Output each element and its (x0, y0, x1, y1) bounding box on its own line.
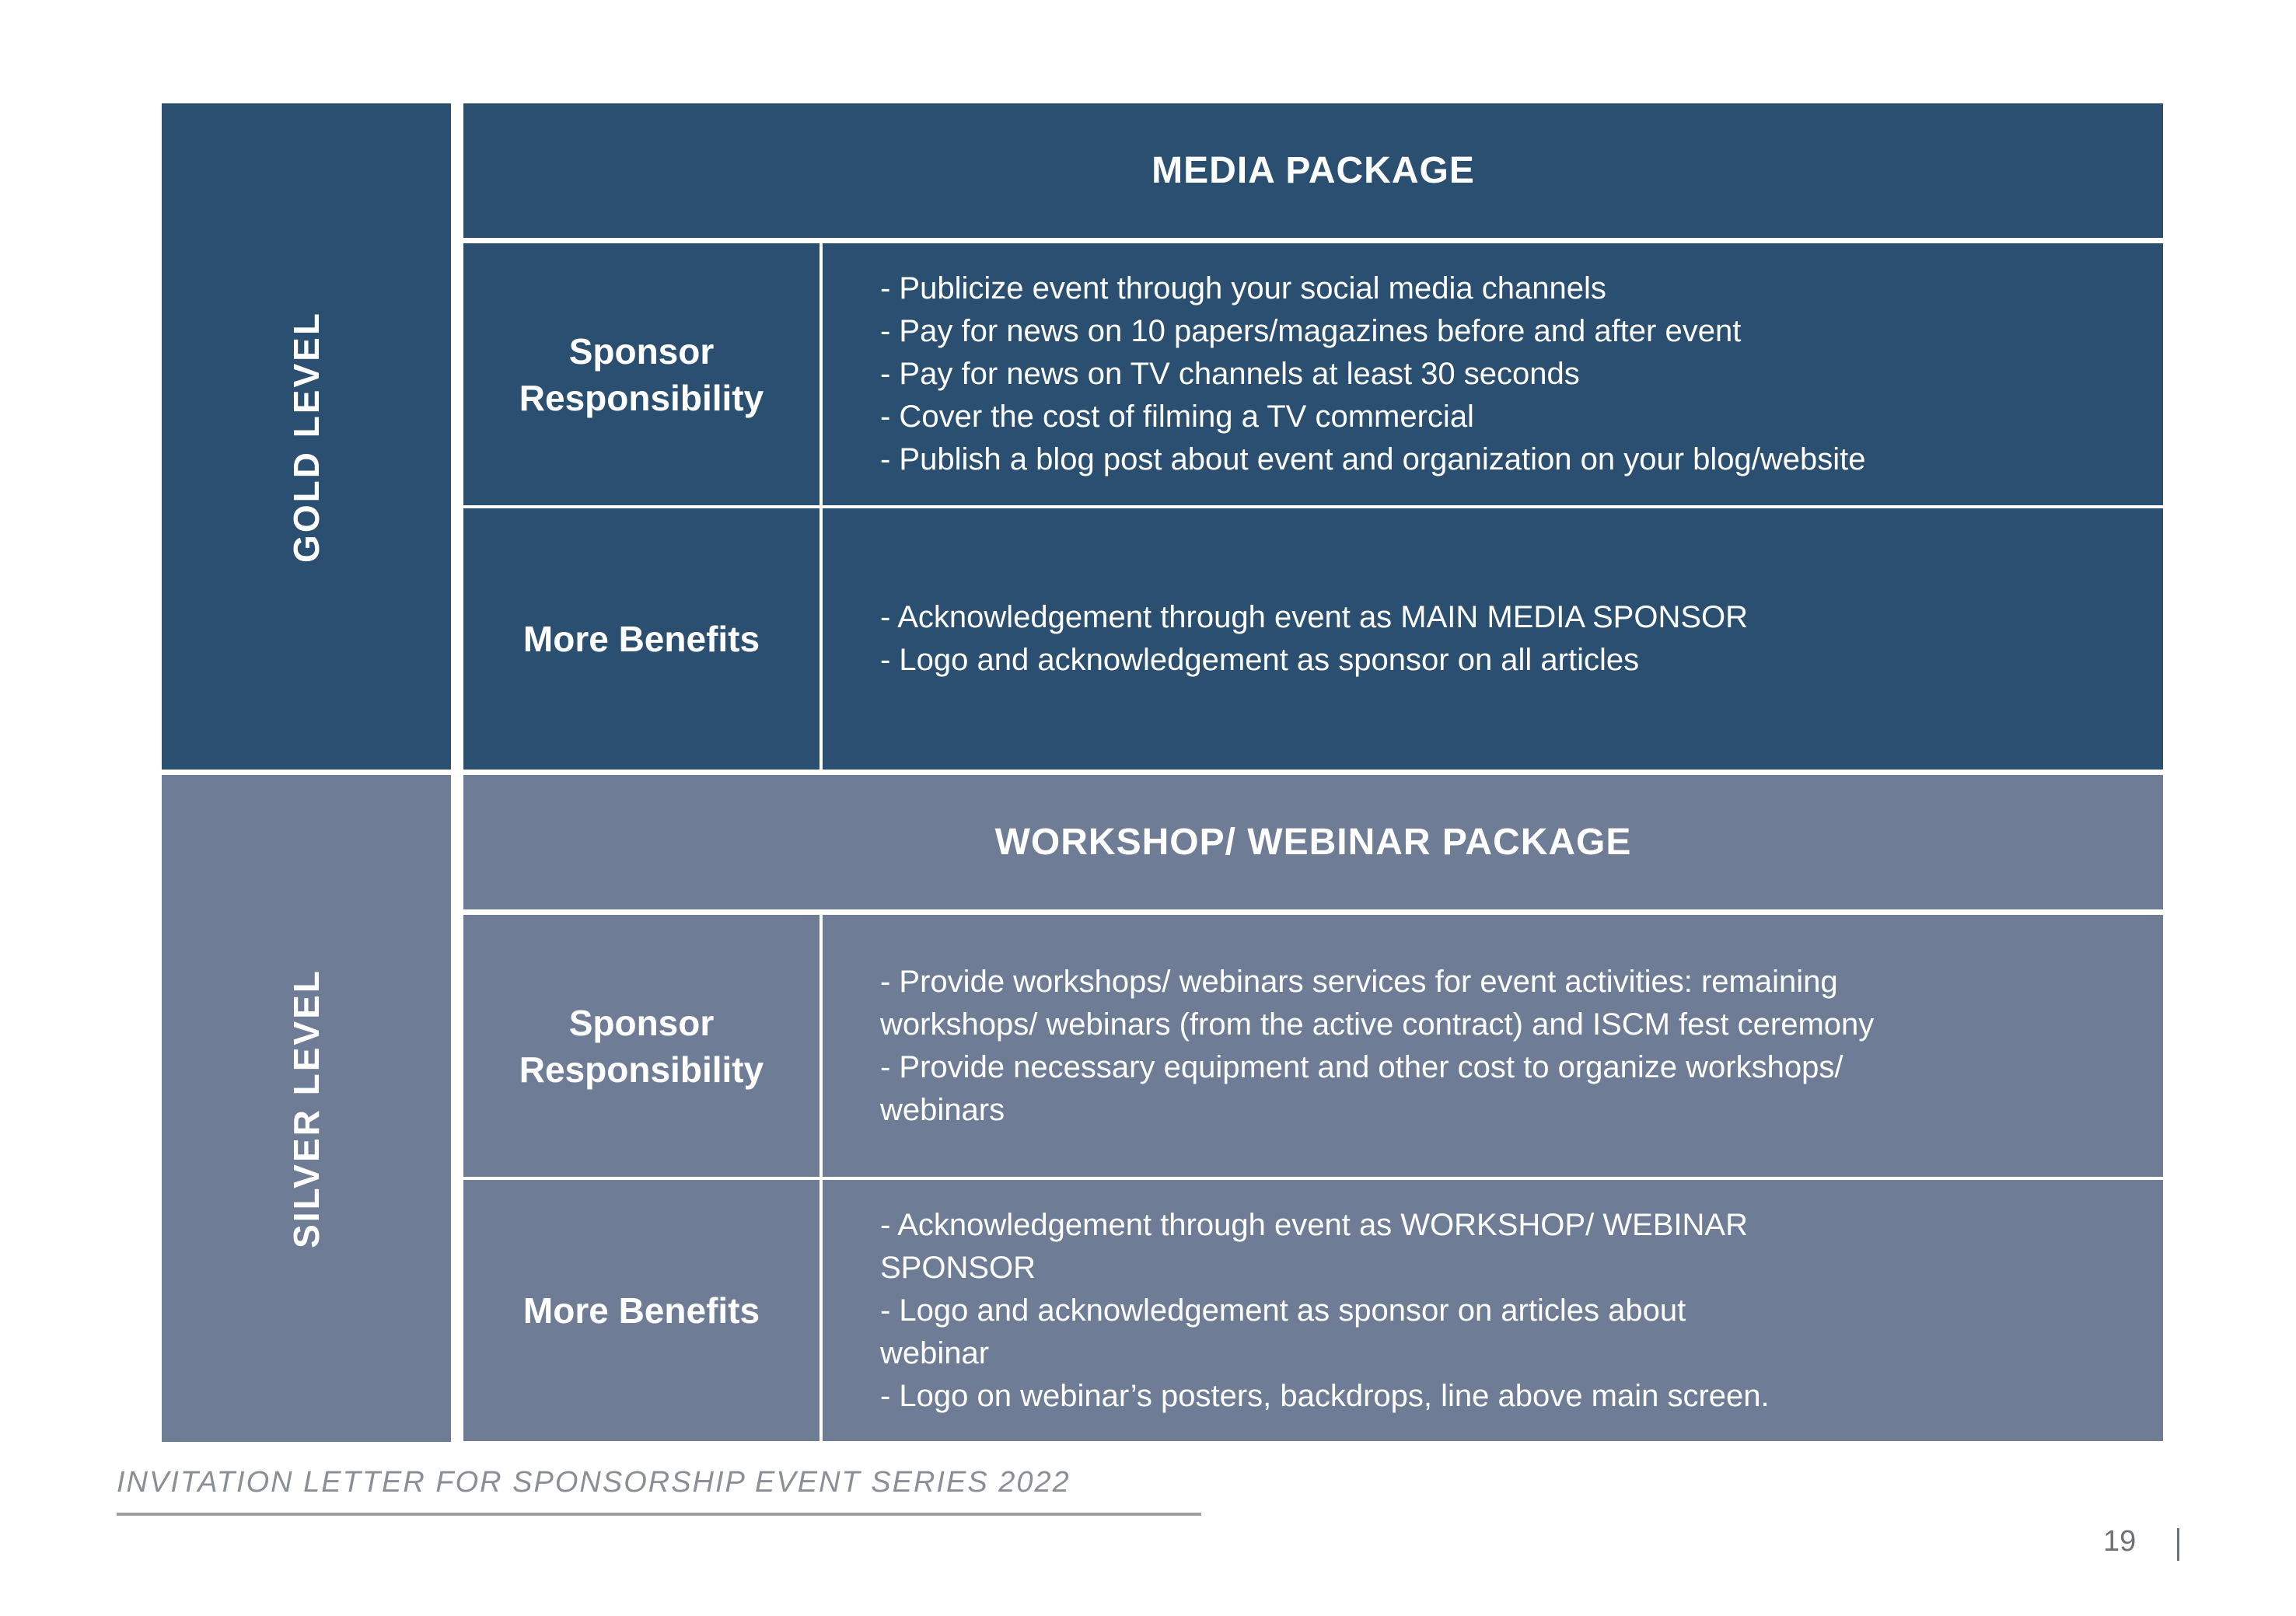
list-item: - Publicize event through your social media channels (880, 271, 1606, 305)
page-number: 19 (2103, 1525, 2137, 1558)
silver-level-section (0, 775, 2296, 1442)
silver-sponsor-responsibility-text: Sponsor Responsibility (519, 1002, 764, 1090)
gold-benefits-list (880, 596, 1748, 682)
list-item: - Provide workshops/ webinars services for event activities: remaining workshops/ webinars (from the active contract) and ISCM fest ceremony (880, 964, 1875, 1042)
gold-more-benefits-content (823, 508, 2163, 770)
gold-more-benefits-text: More Benefits (522, 619, 760, 659)
footer-divider (117, 1513, 1201, 1516)
list-item: - Acknowledgement through event as WORKSHOP/ WEBINAR SPONSOR (880, 1207, 1748, 1285)
silver-more-benefits-label (463, 1180, 820, 1441)
page-number-divider (2177, 1528, 2179, 1561)
list-item: - Cover the cost of filming a TV commercial (880, 400, 1474, 434)
gold-more-benefits-label (463, 508, 820, 770)
silver-responsibility-list (880, 961, 1874, 1132)
list-item: - Logo on webinar’s posters, backdrops, line above main screen. (880, 1378, 1770, 1413)
silver-more-benefits-text: More Benefits (522, 1290, 760, 1331)
list-item: - Provide necessary equipment and other cost to organize workshops/ webinars (880, 1049, 1843, 1127)
list-item: - Publish a blog post about event and organization on your blog/website (880, 442, 1866, 476)
list-item: - Logo and acknowledgement as sponsor on articles about webinar (880, 1293, 1686, 1370)
gold-level-section (0, 103, 2296, 770)
silver-level-label: SILVER LEVEL (286, 969, 327, 1248)
gold-level-label-cell (162, 103, 451, 770)
media-package-header: MEDIA PACKAGE (463, 103, 2163, 238)
list-item: - Logo and acknowledgement as sponsor on all articles (880, 643, 1640, 677)
workshop-webinar-package-header: WORKSHOP/ WEBINAR PACKAGE (463, 775, 2163, 909)
gold-sponsor-responsibility-label (463, 243, 820, 505)
silver-more-benefits-content (823, 1180, 2163, 1441)
gold-responsibility-list (880, 267, 1866, 481)
gold-sponsor-responsibility-content (823, 243, 2163, 505)
silver-sponsor-responsibility-content (823, 915, 2163, 1177)
list-item: - Pay for news on 10 papers/magazines before and after event (880, 314, 1742, 348)
gold-level-label: GOLD LEVEL (286, 310, 327, 563)
footer-document-title: INVITATION LETTER FOR SPONSORSHIP EVENT SERIES 2022 (117, 1466, 1071, 1499)
silver-sponsor-responsibility-label (463, 915, 820, 1177)
list-item: - Acknowledgement through event as MAIN MEDIA SPONSOR (880, 600, 1749, 634)
list-item: - Pay for news on TV channels at least 30 seconds (880, 357, 1580, 391)
gold-sponsor-responsibility-text: Sponsor Responsibility (519, 330, 764, 418)
silver-benefits-list (880, 1204, 1770, 1418)
silver-level-label-cell (162, 775, 451, 1442)
